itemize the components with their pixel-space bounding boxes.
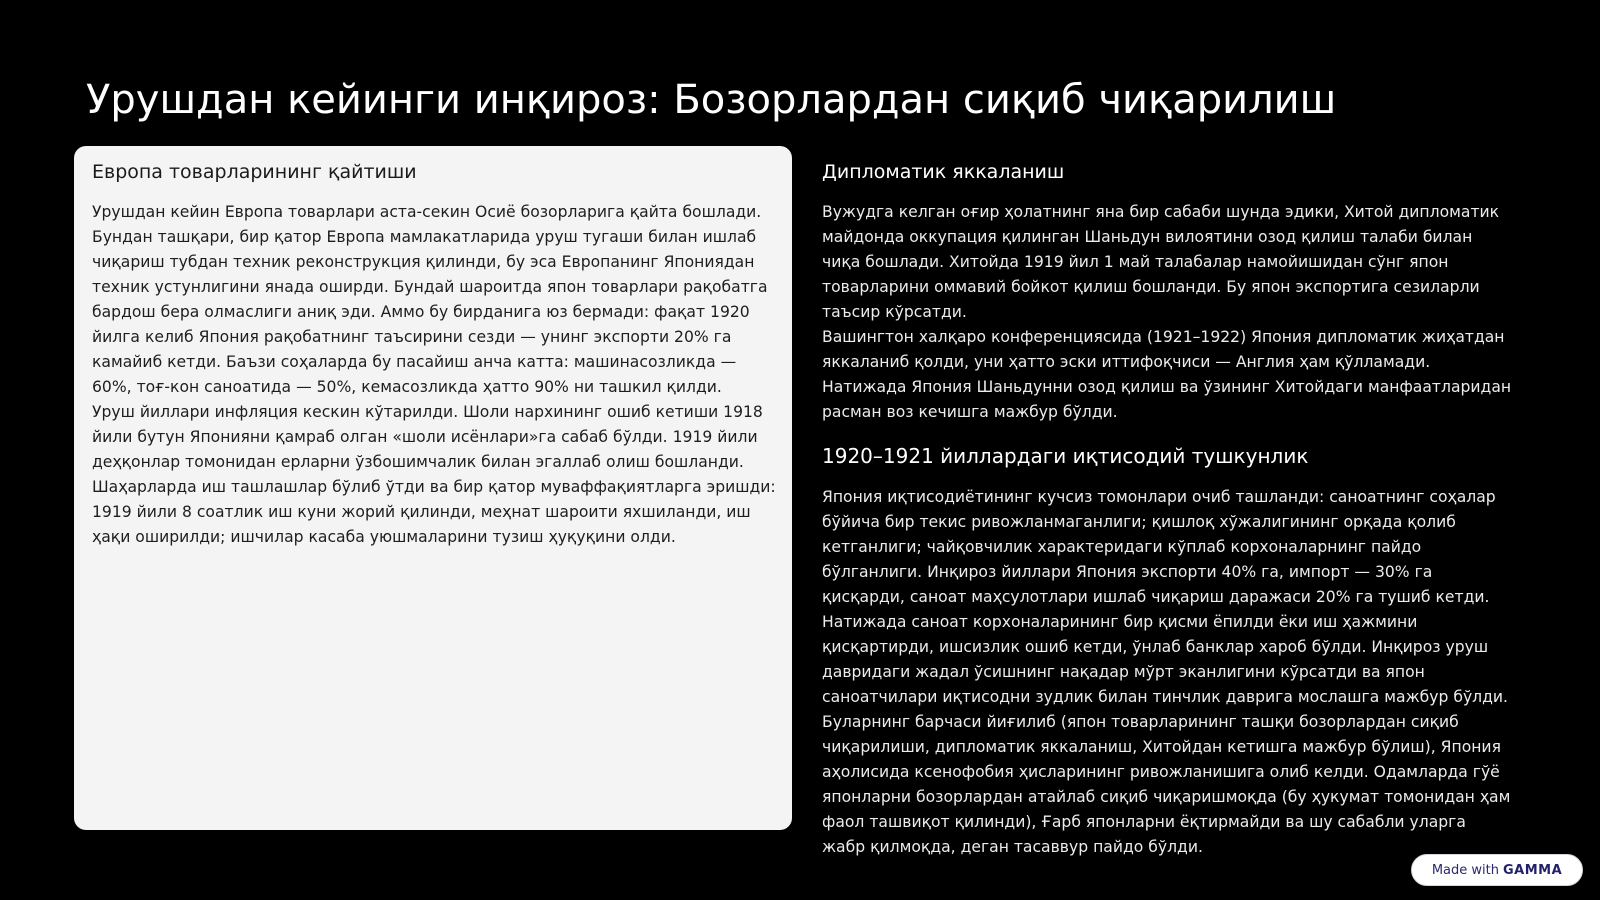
section-heading-european-goods: Европа товарларининг қайтиши — [92, 161, 417, 183]
left-content-card — [74, 146, 792, 830]
spacer — [822, 471, 1512, 485]
slide-title: Урушдан кейинги инқироз: Бозорлардан сиқиб чиқарилиш — [86, 77, 1337, 123]
paragraph-washington-conference: Вашингтон халқаро конференциясида (1921–1922) Япония дипломатик жиҳатдан яккаланиб қолди, уни ҳатто эски иттифоқчиси — Англия ҳам қўлламади. Натижада Япония Шаньдунни озод қилиш ва ўзининг Хитойдаги манфаатларидан расман воз кечишга мажбур бўлди. — [822, 328, 1512, 421]
badge-prefix: Made with — [1431, 862, 1499, 878]
gamma-logo: GAMMA — [1502, 862, 1563, 878]
paragraph-economic-depression: Япония иқтисодиётининг кучсиз томонлари очиб ташланди: саноатнинг соҳалар бўйича бир текис ривожланмаганлиги; қишлоқ хўжалигининг орқада қолиб кетганлиги; чайқовчилик характеридаги кўплаб корхоналарнинг пайдо бўлганлиги. Инқироз йиллари Япония экспорти 40% га, импорт — 30% га қисқарди, саноат маҳсулотлари ишлаб чиқариш даражаси 20% га тушиб кетди. Натижада саноат корхоналарининг бир қисми ёпилди ёки иш ҳажмини қисқартирди, ишсизлик ошиб кетди, ўнлаб банклар хароб бўлди. Инқироз уруш давридаги жадал ўсишнинг нақадар мўрт эканлигини кўрсатди ва япон саноатчилари иқтисодни зудлик билан тинчлик даврига мослашга мажбур бўлди. Буларнинг барчаси йиғилиб (япон товарларининг ташқи бозорлардан сиқиб чиқарилиши, дипломатик яккаланиш, Хитойдан кетишга мажбур бўлиш), Япония аҳолисида ксенофобия ҳисларининг ривожланишига олиб келди. Одамларда гўё японларни бозорлардан атайлаб сиқиб чиқаришмоқда (бу ҳукумат томонидан ҳам фаол ташвиқот қилинди), Ғарб японларни ёқтирмайди ва шу сабабли уларга жабр қилмоқда, деган тасаввур пайдо бўлди. — [822, 488, 1511, 856]
paragraph-inflation: Уруш йиллари инфляция кескин кўтарилди. Шоли нархининг ошиб кетиши 1918 йили бутун Японияни қамраб олган «шоли исёнлари»га сабаб бўлди. 1919 йили деҳқонлар томонидан ерларни ўзбошимчалик билан эгаллаб олиш бошланди. Шаҳарларда иш ташлашлар бўлиб ўтди ва бир қатор муваффақиятларга эришди: 1919 йили 8 соатлик иш куни жорий қилинди, меҳнат шароити яхшиланди, иш ҳақи оширилди; ишчилар касаба уюшмаларини тузиш ҳуқуқини олди. — [92, 403, 776, 546]
right-content-column — [822, 146, 1512, 860]
section-heading-economic-depression: 1920–1921 йиллардаги иқтисодий тушкунлик — [822, 444, 1309, 468]
paragraph-european-goods: Урушдан кейин Европа товарлари аста-секин Осиё бозорларига қайта бошлади. Бундан ташқари, бир қатор Европа мамлакатларида уруш тугаши билан ишлаб чиқариш тубдан техник реконструкция қилинди, бу эса Европанинг Япониядан техник устунлигини янада оширди. Бундай шароитда япон товарлари рақобатга бардош бера олмаслиги аниқ эди. Аммо бу бирданига юз бермади: фақат 1920 йилга келиб Япония рақобатнинг таъсирини сезди — унинг экспорти 20% га камайиб кетди. Баъзи соҳаларда бу пасайиш анча катта: машинасозликда — 60%, тоғ-кон саноатида — 50%, кемасозликда ҳатто 90% ни ташкил қилди. — [92, 203, 768, 396]
spacer — [822, 186, 1512, 200]
section-economic-depression — [822, 441, 1512, 860]
spacer — [92, 186, 776, 200]
paragraph-china-boycott: Вужудга келган оғир ҳолатнинг яна бир сабаби шунда эдики, Хитой дипломатик майдонда оккупация қилинган Шаньдун вилоятини озод қилиш талаби билан чиқа бошлади. Хитойда 1919 йил 1 май талабалар намойишидан сўнг япон товарларини оммавий бойкот қилиш бошланди. Бу япон экспортига сезиларли таъсир кўрсатди. — [822, 203, 1500, 321]
section-diplomatic-isolation — [822, 146, 1512, 425]
spacer — [822, 425, 1512, 441]
section-heading-diplomatic-isolation: Дипломатик яккаланиш — [822, 161, 1065, 183]
made-with-gamma-badge[interactable] — [1411, 854, 1583, 886]
